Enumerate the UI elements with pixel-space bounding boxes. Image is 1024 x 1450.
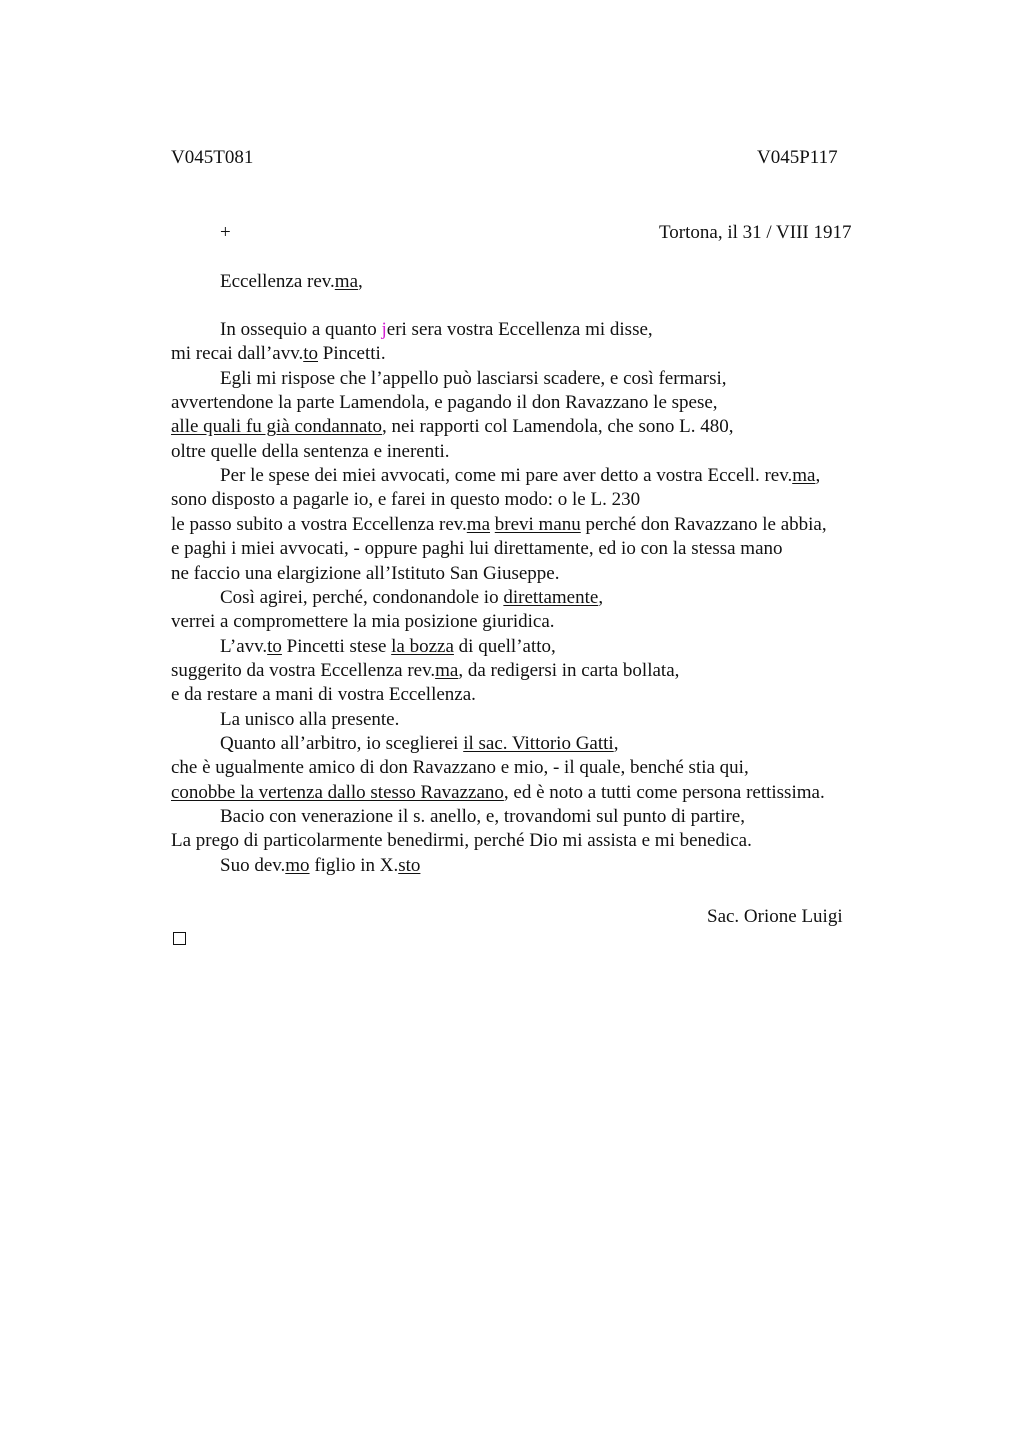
underlined-text: ma [435,659,459,681]
underlined-text: to [267,635,282,657]
letter-line [220,367,727,391]
line-text: sono disposto a pagarle io, e farei in questo modo: o le L. 230 [171,489,641,511]
letter-line [171,562,560,586]
line-text: Così agirei, perché, condonandole io [220,586,504,608]
line-text: perché don Ravazzano le abbia, [580,513,827,535]
salutation-abbrev: ma [334,271,359,292]
line-text: di quell’atto, [453,635,556,657]
letter-line [171,659,679,683]
underlined-text: la bozza [391,635,454,657]
underlined-text: to [303,343,319,365]
line-text: , da redigersi in carta bollata, [458,659,680,681]
line-text: La unisco alla presente. [220,708,400,730]
document-code-left: V045T081 [171,147,254,168]
line-text: verrei a compromettere la mia posizione giuridica. [171,611,555,633]
letter-line [220,318,653,342]
line-text: Egli mi rispose che l’appello può lasciarsi scadere, e così fermarsi, [220,367,727,389]
line-text: Per le spese dei miei avvocati, come mi pare aver detto a vostra Eccell. rev. [220,465,793,487]
line-text: eri sera vostra Eccellenza mi disse, [386,319,653,340]
line-text: e paghi i miei avvocati, - oppure paghi lui direttamente, ed io con la stessa mano [171,538,783,560]
salutation [220,270,363,294]
letter-line [171,537,783,561]
letter-line [171,513,827,537]
place-date: Tortona, il 31 / VIII 1917 [659,222,852,243]
line-text: ne faccio una elargizione all’Istituto San Giuseppe. [171,562,560,584]
line-text: , nei rapporti col Lamendola, che sono L. 480, [382,416,734,438]
letter-line [171,391,718,415]
letter-line [171,781,825,805]
document-code-right: V045P117 [757,147,838,168]
line-text: e da restare a mani di vostra Eccellenza. [171,684,476,706]
line-text: La prego di particolarmente benedirmi, perché Dio mi assista e mi benedica. [171,830,752,852]
line-text: L’avv. [220,635,268,657]
cross-mark: + [220,222,231,243]
signature: Sac. Orione Luigi [707,906,843,927]
letter-line [171,488,640,512]
line-text: Quanto all’arbitro, io sceglierei [220,732,464,754]
letter-line [220,732,618,756]
underlined-text: alle quali fu già condannato [171,416,383,438]
letter-line [220,586,603,610]
letter-line [220,708,399,732]
letter-line [220,464,820,488]
underlined-text: il sac. Vittorio Gatti [463,732,614,754]
letter-line [171,342,386,366]
letter-line [171,610,555,634]
line-text: , ed è noto a tutti come persona rettissima. [503,781,825,803]
line-text: suggerito da vostra Eccellenza rev. [171,659,436,681]
letter-line [220,805,745,829]
salutation-comma: , [358,271,363,292]
letter-line [220,635,556,659]
letter-line [171,440,450,464]
line-text: , [815,465,821,487]
empty-square-icon [173,932,186,945]
underlined-text: conobbe la vertenza dallo stesso Ravazzano [171,781,504,803]
underlined-text: ma [792,465,816,487]
line-text: , [613,732,619,754]
letter-line [171,415,733,439]
line-text: , [598,586,604,608]
line-text: Suo dev. [220,854,286,876]
letter-line [171,683,476,707]
underlined-text: direttamente [503,586,599,608]
letter-line [171,829,752,853]
line-text: che è ugualmente amico di don Ravazzano e mio, - il quale, benché stia qui, [171,757,749,779]
underlined-text: brevi manu [494,513,581,535]
line-text: mi recai dall’avv. [171,343,304,365]
underlined-text: sto [398,854,421,876]
salutation-text: Eccellenza rev. [220,271,335,292]
line-text: avvertendone la parte Lamendola, e pagando il don Ravazzano le spese, [171,392,718,414]
letter-line [220,854,420,878]
line-text: le passo subito a vostra Eccellenza rev. [171,513,467,535]
line-text: figlio in X. [309,854,399,876]
line-text: In ossequio a quanto [220,319,382,340]
line-text: Bacio con venerazione il s. anello, e, trovandomi sul punto di partire, [220,806,745,827]
line-text: oltre quelle della sentenza e inerenti. [171,440,450,462]
underlined-text: ma [466,513,491,535]
letter-line [171,756,749,780]
highlighted-letter: j [381,319,387,340]
line-text: Pincetti. [318,343,386,365]
line-text: Pincetti stese [281,635,392,657]
underlined-text: mo [285,854,310,876]
